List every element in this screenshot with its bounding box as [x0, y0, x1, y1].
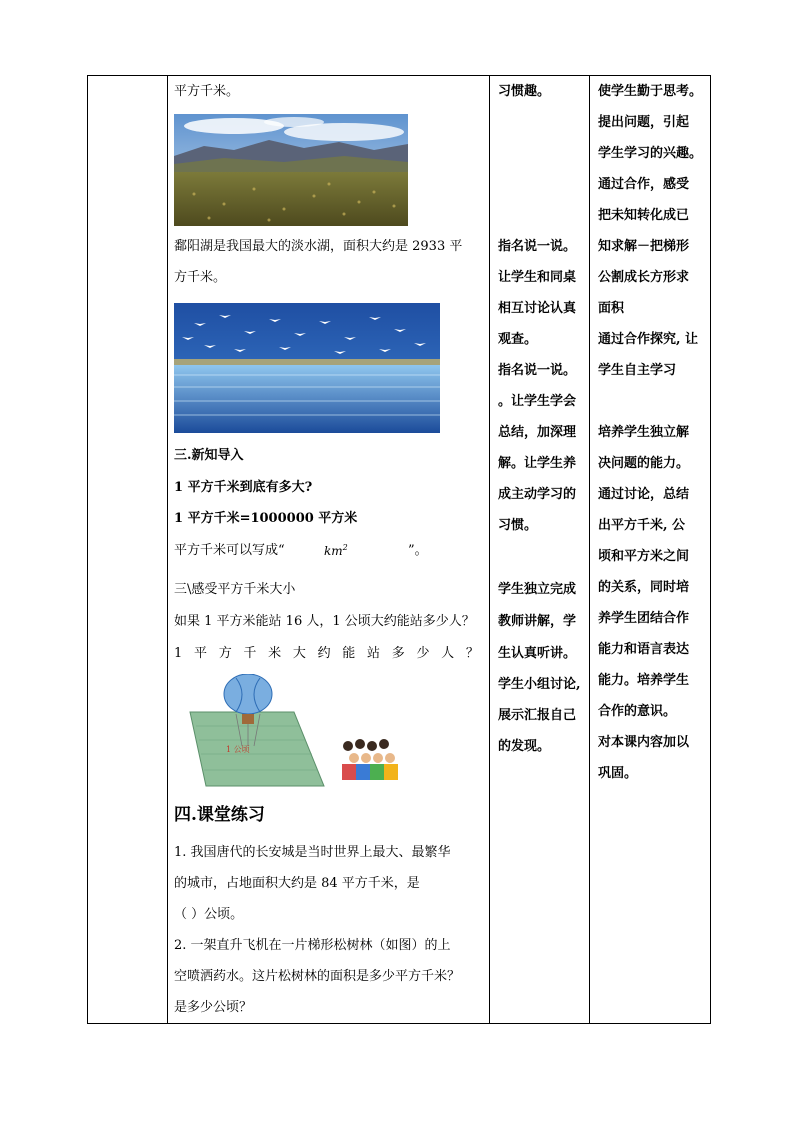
text-line: 观查。 — [498, 332, 538, 347]
text-line: 提出问题，引起 — [598, 115, 690, 130]
text-line: 习惯。 — [498, 518, 538, 533]
text-line: 相互讨论认真 — [498, 301, 577, 316]
text-line: 成主动学习的 — [498, 487, 577, 502]
text-line: 平方千米可以写成“ — [174, 543, 285, 558]
text-line: 空喷洒药水。这片松树林的面积是多少平方千米？ — [174, 969, 461, 984]
text-line: 通过讨论，总结 — [598, 487, 690, 502]
text-line: 学生自主学习 — [598, 363, 677, 378]
text-line: 指名说一说。 — [498, 239, 577, 254]
text-line: 2. 一架直升飞机在一片梯形松树林（如图）的上 — [174, 938, 451, 953]
text-line: 使学生勤于思考。 — [598, 84, 703, 99]
lesson-table — [87, 75, 711, 1024]
text-line: 总结，加深理 — [498, 425, 577, 440]
text-line: 方千米。 — [174, 270, 227, 285]
text-line: 1 平方千米=1000000 平方米 — [174, 511, 358, 526]
text-line: 。让学生学会 — [498, 394, 577, 409]
spread-line: 1 平 方 千 米 大 约 能 站 多 少 人 ？ — [174, 646, 479, 661]
text-line: 面积 — [598, 301, 625, 316]
grassland-image — [174, 114, 408, 226]
text-line: 1. 我国唐代的长安城是当时世界上最大、最繁华 — [174, 845, 451, 860]
section-heading: 三\感受平方千米大小 — [174, 582, 296, 597]
text-line: 的关系，同时培 — [598, 580, 690, 595]
text-line: 对本课内容加以 — [598, 735, 690, 750]
content-column — [168, 76, 490, 1024]
text-line: 公割成长方形求 — [598, 270, 690, 285]
text-line: 决问题的能力。 — [598, 456, 690, 471]
text-line: 养学生团结合作 — [598, 611, 690, 626]
text-line: 巩固。 — [598, 766, 638, 781]
text-line: 能力和语言表达 — [598, 642, 690, 657]
text-line: 展示汇报自己 — [498, 708, 577, 723]
text-line: 是多少公顷？ — [174, 1000, 253, 1015]
text-line: 学生独立完成 — [498, 582, 577, 597]
field-label: 1 公顷 — [226, 745, 250, 754]
text-line: 的发现。 — [498, 739, 551, 754]
section-heading-practice: 四.课堂练习 — [174, 805, 265, 825]
balloon-field-image — [176, 674, 420, 792]
text-line: 指名说一说。 — [498, 363, 577, 378]
text-line: 的城市，占地面积大约是 84 平方千米，是 — [174, 876, 420, 891]
text-line: 习惯趣。 — [498, 84, 551, 99]
text-line: 知求解－把梯形 — [598, 239, 690, 254]
text-line: 鄱阳湖是我国最大的淡水湖，面积大约是 2933 平 — [174, 239, 463, 254]
text-line: 解。让学生养 — [498, 456, 577, 471]
text-line: 培养学生独立解 — [598, 425, 690, 440]
text-line: 把未知转化成已 — [598, 208, 690, 223]
text-line: 学生小组讨论, — [498, 677, 581, 692]
text-line: 生认真听讲。 — [498, 646, 577, 661]
text-line: 出平方千米, 公 — [598, 518, 686, 533]
text-line: 能力。培养学生 — [598, 673, 690, 688]
text-line: 1 平方千米到底有多大? — [174, 480, 313, 495]
student-activity-column — [490, 76, 590, 1024]
text-line: 如果 1 平方米能站 16 人，1 公顷大约能站多少人？ — [174, 614, 475, 629]
lake-birds-image — [174, 303, 440, 433]
empty-column — [88, 76, 168, 1024]
text-line: ”。 — [408, 543, 428, 558]
text-line: 通过合作探究, 让 — [598, 332, 699, 347]
text-line: 顷和平方米之间 — [598, 549, 690, 564]
text-line: 平方千米。 — [174, 84, 240, 99]
text-line: 教师讲解，学 — [498, 614, 577, 629]
text-line: 让学生和同桌 — [498, 270, 577, 285]
text-line: 通过合作，感受 — [598, 177, 690, 192]
text-line: 学生学习的兴趣。 — [598, 146, 703, 161]
design-intent-column — [590, 76, 711, 1024]
km-symbol: $km^2$ — [324, 543, 348, 558]
text-line: 合作的意识。 — [598, 704, 677, 719]
text-line: （ ）公顷。 — [174, 907, 244, 922]
section-heading: 三.新知导入 — [174, 448, 244, 463]
